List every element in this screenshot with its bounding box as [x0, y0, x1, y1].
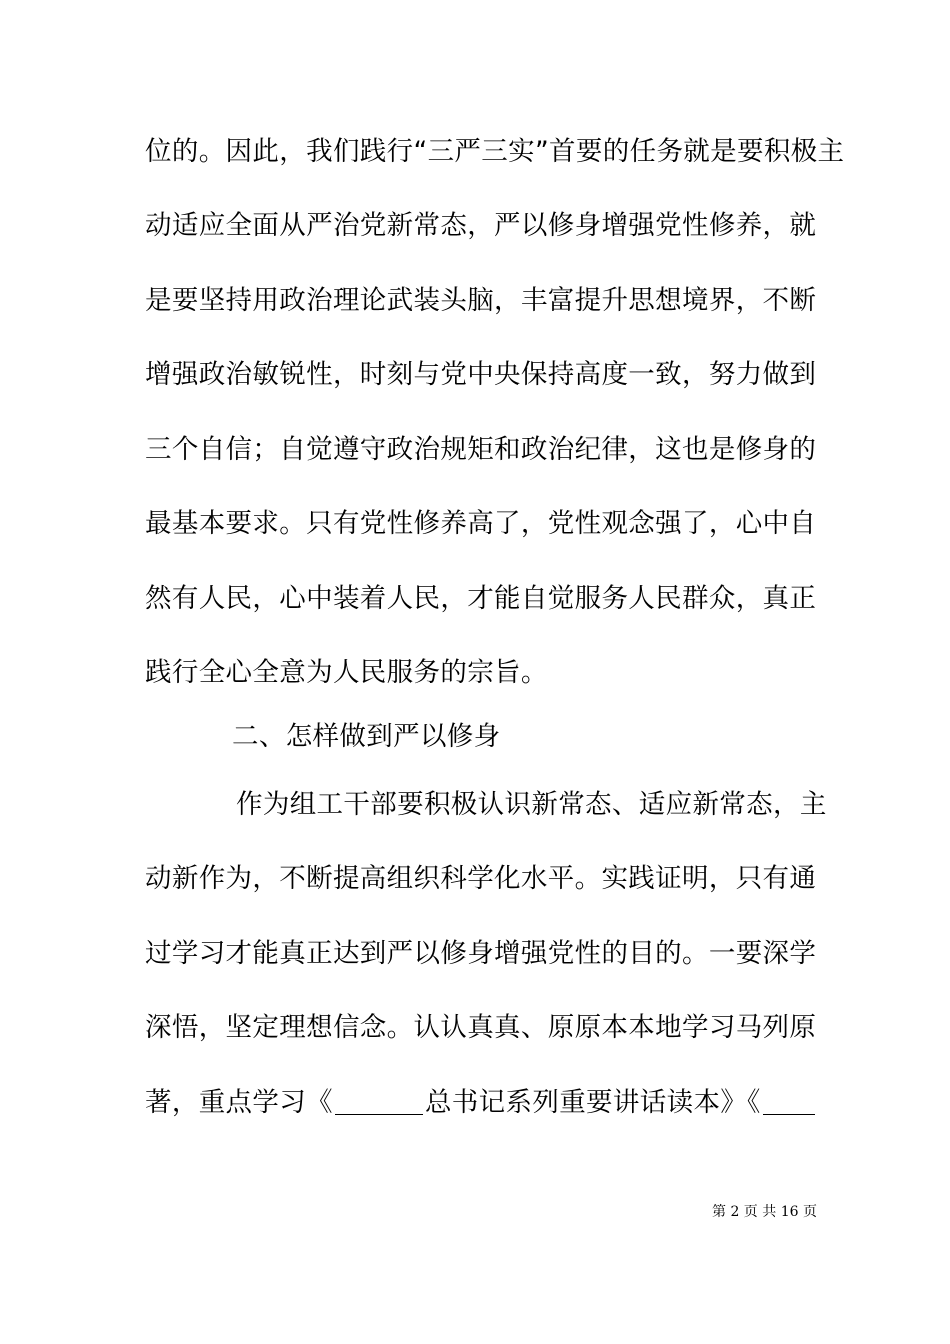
body-line: 作为组工干部要积极认识新常态、适应新常态，主 — [236, 789, 827, 820]
last-line-middle: 总书记系列重要讲话读本》《 — [424, 1087, 761, 1118]
body-line-with-blanks — [145, 1085, 825, 1121]
body-line: 增强政治敏锐性，时刻与党中央保持高度一致，努力做到 — [145, 359, 817, 390]
body-line: 践行全心全意为人民服务的宗旨。 — [145, 657, 548, 688]
body-line: 动新作为，不断提高组织科学化水平。实践证明，只有通 — [145, 863, 817, 894]
last-line-prefix: 著，重点学习《 — [145, 1087, 333, 1118]
page-number: 第 2 页 共 16 页 — [712, 1204, 817, 1220]
section-heading: 二、怎样做到严以修身 — [232, 721, 501, 752]
body-line: 是要坚持用政治理论武装头脑，丰富提升思想境界，不断 — [145, 285, 817, 316]
redacted-blank — [763, 1088, 815, 1115]
body-line: 最基本要求。只有党性修养高了，党性观念强了，心中自 — [145, 508, 817, 539]
body-line: 三个自信；自觉遵守政治规矩和政治纪律，这也是修身的 — [145, 434, 817, 465]
body-line: 位的。因此，我们践行“三严三实”首要的任务就是要积极主 — [145, 136, 845, 167]
body-line: 过学习才能真正达到严以修身增强党性的目的。一要深学 — [145, 938, 817, 969]
redacted-blank — [335, 1088, 423, 1115]
body-line: 然有人民，心中装着人民，才能自觉服务人民群众，真正 — [145, 583, 817, 614]
body-line: 动适应全面从严治党新常态，严以修身增强党性修养，就 — [145, 210, 817, 241]
body-line: 深悟，坚定理想信念。认认真真、原原本本地学习马列原 — [145, 1012, 817, 1043]
